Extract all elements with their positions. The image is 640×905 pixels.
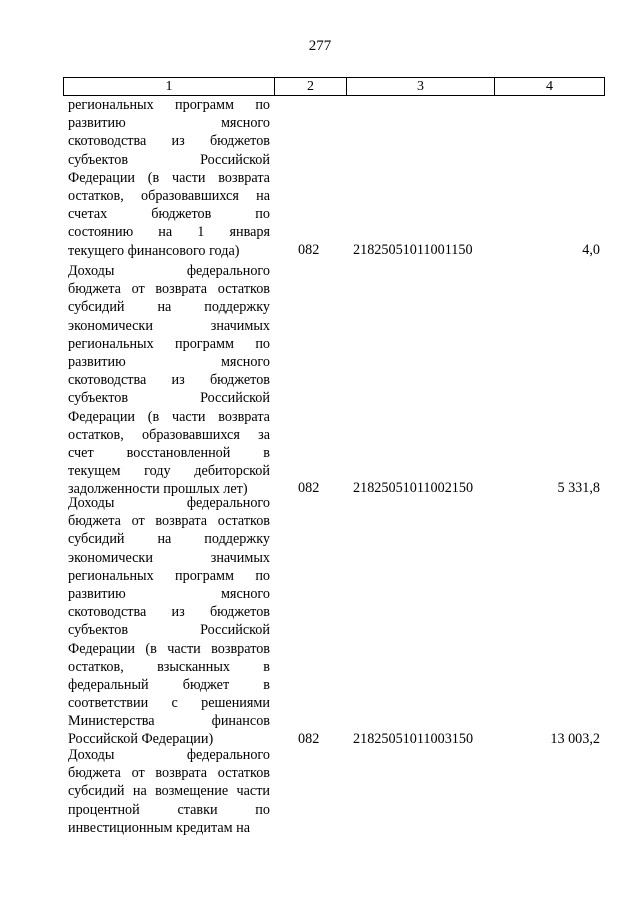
- table-header: [63, 77, 605, 96]
- description-line: развитию мясного: [68, 353, 270, 370]
- page-number: 277: [308, 38, 332, 54]
- row-code: 082: [298, 241, 320, 258]
- description-line: субсидий на возмещение части: [68, 783, 270, 800]
- description-line: субсидий на поддержку: [68, 299, 270, 316]
- description-line: развитию мясного: [68, 115, 270, 132]
- description-line: Федерации (в части возвратов: [68, 640, 270, 657]
- description-line: Федерации (в части возврата: [68, 169, 270, 186]
- description-line: соответствии с решениями: [68, 695, 270, 712]
- description-line: Доходы федерального: [68, 495, 270, 511]
- description-line: Федерации (в части возврата: [68, 408, 270, 425]
- header-col-3: 3: [347, 78, 495, 96]
- row-kbk-code: 21825051011001150: [353, 241, 473, 258]
- description-line: остатков, образовавшихся на: [68, 187, 270, 204]
- description-line: Доходы федерального: [68, 747, 270, 763]
- row-description: [68, 96, 270, 260]
- header-col-2: 2: [275, 78, 347, 96]
- description-line: развитию мясного: [68, 585, 270, 602]
- description-line: Российской Федерации): [68, 731, 214, 748]
- description-line: региональных программ по: [68, 335, 270, 352]
- description-line: скотоводства из бюджетов: [68, 372, 270, 389]
- description-line: субсидий на поддержку: [68, 531, 270, 548]
- description-line: субъектов Российской: [68, 151, 270, 168]
- row-amount: 13 003,2: [550, 730, 600, 747]
- description-line: процентной ставки по: [68, 801, 270, 818]
- description-line: бюджета от возврата остатков: [68, 513, 270, 530]
- description-line: инвестиционным кредитам на: [68, 819, 251, 836]
- row-description: [68, 494, 270, 749]
- row-description: [68, 746, 270, 837]
- row-amount: 4,0: [582, 241, 600, 258]
- description-line: счетах бюджетов по: [68, 206, 270, 223]
- description-line: остатков, образовавшихся за: [68, 426, 270, 443]
- row-amount: 5 331,8: [557, 480, 600, 497]
- description-line: скотоводства из бюджетов: [68, 133, 270, 150]
- description-line: региональных программ по: [68, 97, 270, 113]
- description-line: экономически значимых: [68, 317, 270, 334]
- row-kbk-code: 21825051011003150: [353, 730, 474, 747]
- header-col-1: 1: [64, 78, 275, 96]
- row-code: 082: [298, 730, 320, 747]
- row-kbk-code: 21825051011002150: [353, 480, 474, 497]
- description-line: бюджета от возврата остатков: [68, 765, 270, 782]
- row-description: [68, 262, 270, 498]
- description-line: скотоводства из бюджетов: [68, 604, 270, 621]
- description-line: субъектов Российской: [68, 622, 270, 639]
- description-line: Министерства финансов: [68, 713, 270, 730]
- description-line: экономически значимых: [68, 549, 270, 566]
- description-line: счет восстановленной в: [68, 444, 270, 461]
- description-line: текущего финансового года): [68, 242, 240, 259]
- description-line: состоянию на 1 января: [68, 224, 270, 241]
- description-line: региональных программ по: [68, 567, 270, 584]
- description-line: текущем году дебиторской: [68, 463, 270, 480]
- description-line: задолженности прошлых лет): [68, 481, 248, 498]
- row-code: 082: [298, 480, 320, 497]
- header-col-4: 4: [495, 78, 605, 96]
- description-line: остатков, взысканных в: [68, 658, 270, 675]
- description-line: субъектов Российской: [68, 390, 270, 407]
- description-line: бюджета от возврата остатков: [68, 281, 270, 298]
- description-line: федеральный бюджет в: [68, 676, 270, 693]
- description-line: Доходы федерального: [68, 263, 270, 279]
